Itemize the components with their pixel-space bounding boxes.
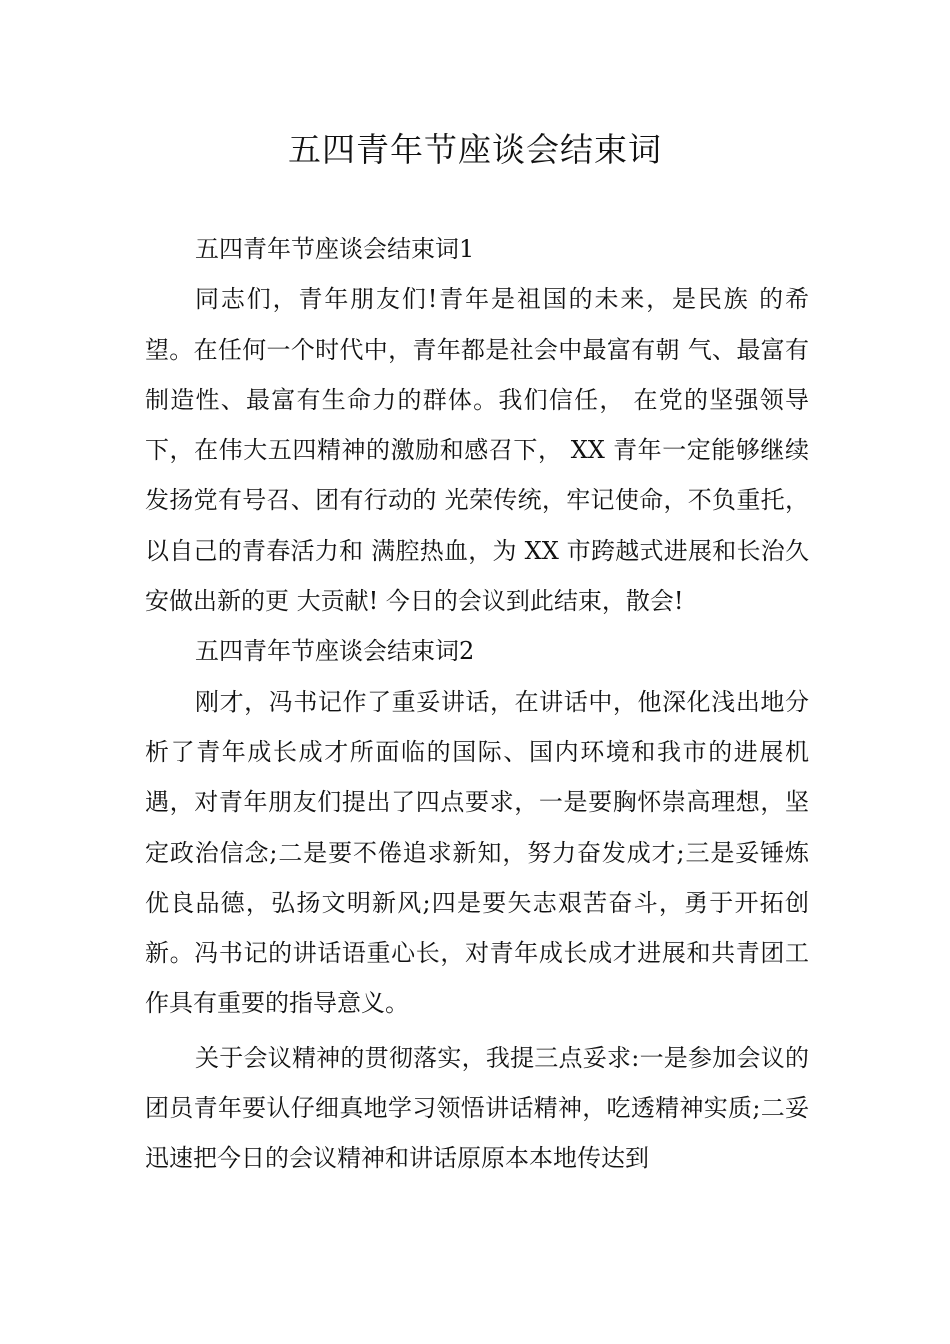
document-body [145,224,809,1184]
section-heading-2: 五四青年节座谈会结束词2 [195,637,475,666]
paragraph-3: 关于会议精神的贯彻落实，我提三点妥求:一是参加会议的团员青年要认仔细真地学习领悟讲话精神，吃透精神实质;二妥迅速把今日的会议精神和讲话原原本本地传达到 [145,1043,809,1173]
document-title: 五四青年节座谈会结束词 [288,130,662,169]
section-heading-1: 五四青年节座谈会结束词1 [195,235,475,263]
paragraph-2: 刚才，冯书记作了重妥讲话，在讲话中，他深化浅出地分析了青年成长成才所面临的国际、国内环境和我市的进展机遇，对青年朋友们提出了四点要求，一是要胸怀崇高理想，坚定政治信念;二是要不倦追求新知，努力奋发成才;三是妥锤炼优良品德，弘扬文明新风;四是要矢志艰苦奋斗，勇于开拓创新。冯书记的讲话语重心长，对青年成长成才进展和共青团工作具有重要的指导意义。 [145,687,809,1018]
paragraph-1: 同志们，青年朋友们!青年是祖国的未来，是民族 的希望。在任何一个时代中，青年都是社会中最富有朝 气、最富有制造性、最富有生命力的群体。我们信任， 在党的坚强领导下，在伟大五四精神的激励和感召下， XX 青年一定能够继续发扬党有号召、团有行动的 光荣传统，牢记使命，不负重托，以自己的青春活力和 满腔热血，为 XX 市跨越式进展和长治久安做出新的更 大贡献! 今日的会议到此结束，散会! [145,285,809,616]
